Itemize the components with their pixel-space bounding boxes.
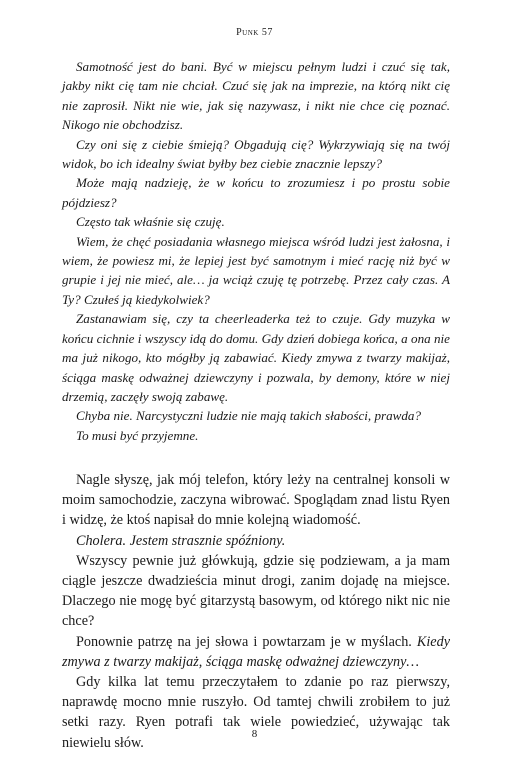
narrative-text-plain: Ponownie patrzę na jej słowa i powtarzam je w myślach. [76, 633, 417, 650]
narrative-paragraph-italic: Cholera. Jestem strasznie spóźniony. [76, 532, 286, 549]
narrative-paragraph: Gdy kilka lat temu przeczytałem to zdanie po raz pierwszy, naprawdę mocno mnie ruszyło. Od tamtej chwili zrobiłem to już setki razy. Ryen potrafi tak wiele powiedzieć, używając tak niewielu słów. [62, 674, 450, 751]
narrative-paragraph: Nagle słyszę, jak mój telefon, który leży na centralnej konsoli w moim samochodzie, zaczyna wibrować. Spoglądam znad listu Ryen i widzę, że ktoś napisał do mnie kolejną wiadomość. [62, 472, 450, 529]
narrative-text-quote: Kiedy zmywa z twarzy makijaż, ściąga maskę odważnej dziewczyny… [62, 633, 450, 670]
letter-paragraph: Samotność jest do bani. Być w miejscu pełnym ludzi i czuć się tak, jakby nikt cię tam nie chciał. Czuć się jak na imprezie, na którą nikt cię nie zaprosił. Nikt nie wie, jak się nazywasz, i nikt nie chce cię poznać. Nikogo nie obchodzisz. [62, 59, 450, 133]
letter-paragraph: Wiem, że chęć posiadania własnego miejsca wśród ludzi jest żałosna, i wiem, że powiesz mi, że lepiej jest być samotnym i mieć rację niż być w grupie i jej nie mieć, ale… ja wciąż czuję tę potrzebę. Przez cały czas. A Ty? Czułeś ją kiedykolwiek? [62, 233, 450, 307]
narrative-paragraph: Wszyscy pewnie już główkują, gdzie się podziewam, a ja mam ciągle jeszcze dwadzieścia minut drogi, zanim dojadę na miejsce. Dlaczego nie mogę być gitarzystą basowym, od którego nikt nic nie chce? [62, 552, 450, 630]
letter-paragraph: Czy oni się z ciebie śmieją? Obgadują cię? Wykrzywiają się na twój widok, bo ich idealny świat byłby bez ciebie znacznie lepszy? [62, 136, 450, 172]
letter-paragraph: Zastanawiam się, czy ta cheerleaderka też to czuje. Gdy muzyka w końcu cichnie i wszyscy idą do domu. Gdy dzień dobiega końca, a ona nie ma już nikogo, kto mógłby ją zabawiać. Kiedy zmywa z twarzy makijaż, ściąga maskę odważnej dziewczyny i pozwala, by demony, które w niej drzemią, zaczęły swoją zabawę. [62, 311, 450, 404]
narrative-paragraph [62, 632, 450, 672]
letter-paragraph: Chyba nie. Narcystyczni ludzie nie mają takich słabości, prawda? [76, 408, 422, 424]
running-title: Punk 57 [236, 27, 273, 38]
letter-paragraph: Często tak właśnie się czuję. [76, 214, 225, 230]
letter-text [62, 57, 450, 445]
narrative-text [62, 470, 450, 753]
letter-paragraph: Może mają nadzieję, że w końcu to zrozumiesz i po prostu sobie pójdziesz? [62, 175, 450, 210]
page-number: 8 [251, 728, 258, 740]
letter-paragraph: To musi być przyjemne. [76, 427, 199, 443]
